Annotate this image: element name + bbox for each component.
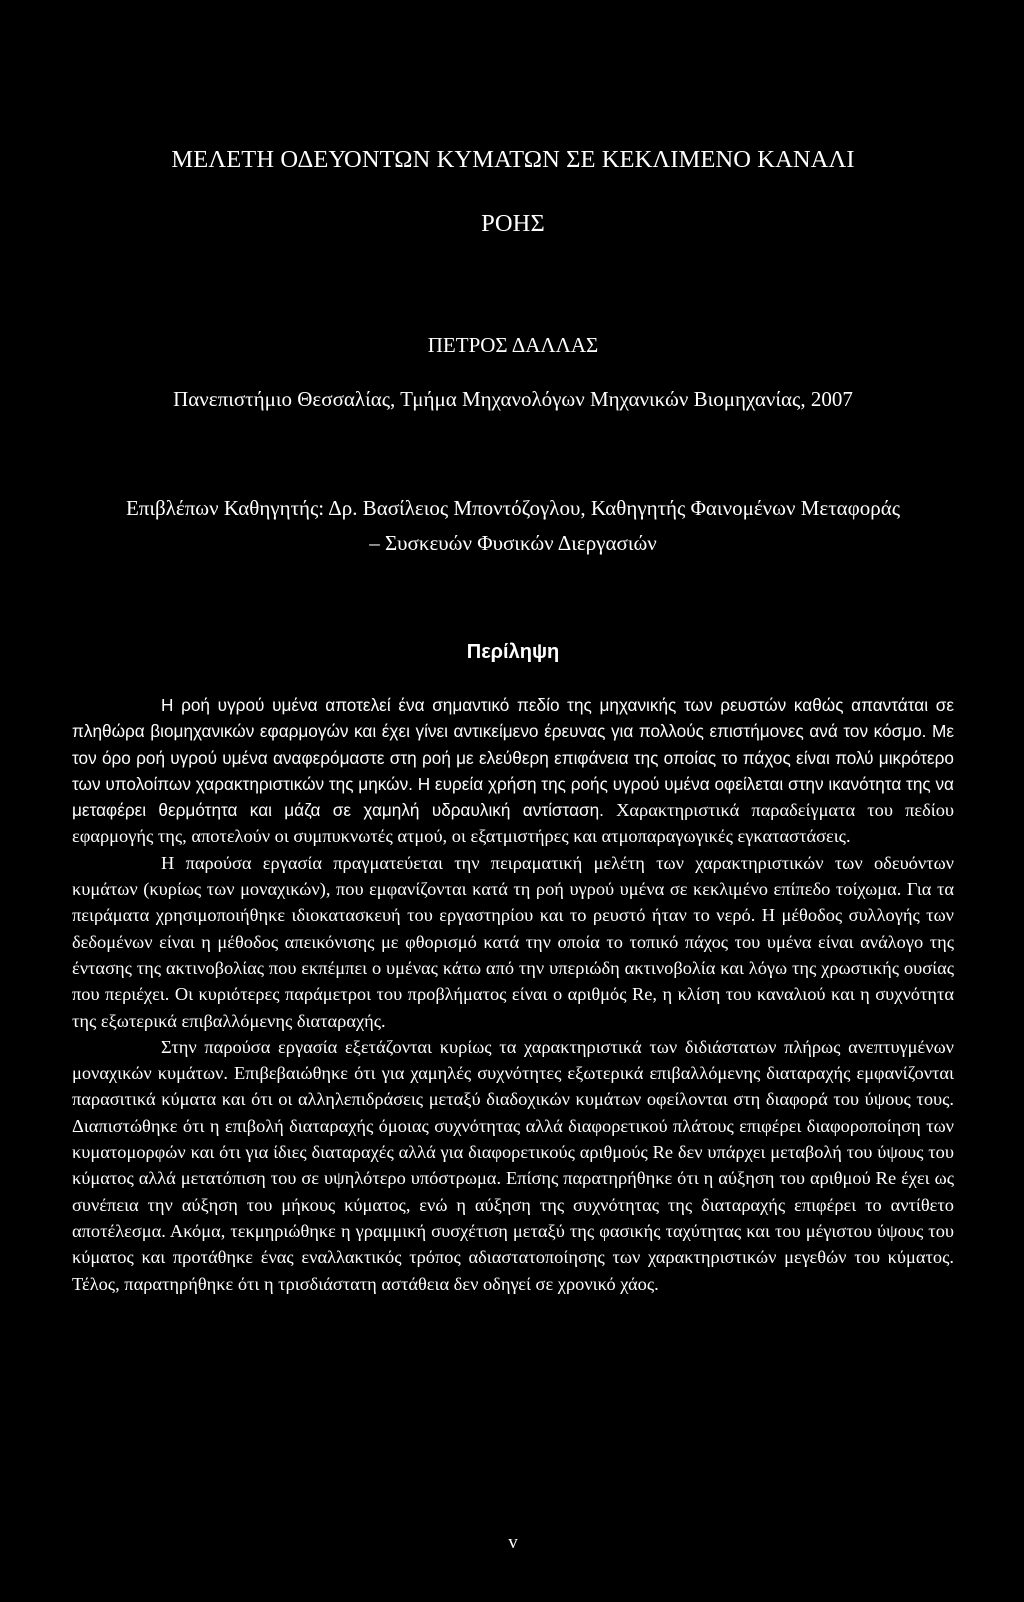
page-number: v <box>508 1532 518 1553</box>
abstract-body <box>72 692 954 1297</box>
abstract-paragraph-3: Στην παρούσα εργασία εξετάζονται κυρίως τα χαρακτηριστικά των διδιάστατων πλήρως ανεπτυγμένων μοναχικών κυμάτων. Επιβεβαιώθηκε ότι για χαμηλές συχνότητες εξωτερικά επιβαλλόμενης διαταραχής εμφανίζονται παρασιτικά κύματα και ότι οι αλληλεπιδράσεις μεταξύ διαδοχικών κυμάτων οφείλονται στη διαφορά του ύψους τους. Διαπιστώθηκε ότι η επιβολή διαταραχής όμοιας συχνότητας αλλά διαφορετικού πλάτους επιφέρει διαφοροποίηση των κυματομορφών και ότι για ίδιες διαταραχές αλλά για διαφορετικούς αριθμούς Re δεν υπάρχει μεταβολή του ύψους του κύματος αλλά μετατόπιση του σε υψηλότερο υπόστρωμα. Επίσης παρατηρήθηκε ότι η αύξηση του αριθμού Re έχει ως συνέπεια την αύξηση του μήκους κύματος, ενώ η αύξηση της συχνότητας της διαταραχής επιφέρει το αντίθετο αποτέλεσμα. Ακόμα, τεκμηριώθηκε η γραμμική συσχέτιση μεταξύ της φασικής ταχύτητας και του μέγιστου ύψους του κύματος και προτάθηκε ένας εναλλακτικός τρόπος αδιαστατοποίησης των χαρακτηριστικών μεγεθών του κύματος. Τέλος, παρατηρήθηκε ότι η τρισδιάστατη αστάθεια δεν οδηγεί σε χρονικό χάος. <box>72 1036 954 1294</box>
abstract-paragraph-1-sans: Η ροή υγρού υμένα αποτελεί ένα σημαντικό πεδίο της μηχανικής των ρευστών καθώς απαντάται σε πληθώρα βιομηχανικών εφαρμογών και έχει γίνει αντικείμενο έρευνας για πολλούς επιστήμονες ανά τον κόσμο. Με τον όρο ροή υγρού υμένα αναφερόμαστε στη ροή με ελεύθερη επιφάνεια της οποίας το πάχος είναι πολύ μικρότερο των υπολοίπων χαρακτηριστικών της μηκών. Η ευρεία χρήση της ροής υγρού υμένα οφείλεται στην ικανότητα της να μεταφέρει θερμότητα και μάζα σε χαμηλή υδραυλική αντίσταση. <box>72 695 954 821</box>
document-title-line-1: ΜΕΛΕΤΗ ΟΔΕΥΟΝΤΩΝ ΚΥΜΑΤΩΝ ΣΕ ΚΕΚΛΙΜΕΝΟ ΚΑΝΑΛΙ <box>171 146 855 173</box>
abstract-paragraph-1 <box>72 692 954 850</box>
supervisor-line-1: Επιβλέπων Καθηγητής: Δρ. Βασίλειος Μποντόζογλου, Καθηγητής Φαινομένων Μεταφοράς <box>125 496 901 520</box>
author-name: ΠΕΤΡΟΣ ΔΑΛΛΑΣ <box>427 333 599 357</box>
document-page <box>72 0 954 1602</box>
affiliation: Πανεπιστήμιο Θεσσαλίας, Τμήμα Μηχανολόγων Μηχανικών Βιομηχανίας, 2007 <box>173 387 853 411</box>
abstract-paragraph-1-serif: Χαρακτηριστικά παραδείγματα του πεδίου εφαρμογής της, αποτελούν οι συμπυκνωτές ατμού, οι εξατμιστήρες και ατμοπαραγωγικές εγκαταστάσεις. <box>72 800 954 847</box>
abstract-paragraph-2: Η παρούσα εργασία πραγματεύεται την πειραματική μελέτη των χαρακτηριστικών των οδευόντων κυμάτων (κυρίως των μοναχικών), που εμφανίζονται κατά τη ροή υγρού υμένα σε κεκλιμένο επίπεδο τοίχωμα. Για τα πειράματα χρησιμοποιήθηκε ιδιοκατασκευή του εργαστηρίου και το ρευστό ήταν το νερό. Η μέθοδος συλλογής των δεδομένων είναι η μέθοδος απεικόνισης με φθορισμό κατά την οποία το τοπικό πάχος του υμένα είναι ανάλογο της έντασης της ακτινοβολίας που εκπέμπει ο υμένας κάτω από την υπεριώδη ακτινοβολία και λόγω της χρωστικής ουσίας που περιέχει. Οι κυριότερες παράμετροι του προβλήματος είναι ο αριθμός Re, η κλίση του καναλιού και η συχνότητα της εξωτερικά επιβαλλόμενης διαταραχής. <box>72 852 954 1031</box>
abstract-heading: Περίληψη <box>466 641 560 663</box>
document-title-line-2: ΡΟΗΣ <box>481 210 545 237</box>
supervisor-line-2: – Συσκευών Φυσικών Διεργασιών <box>369 531 657 555</box>
supervisor <box>72 491 954 561</box>
